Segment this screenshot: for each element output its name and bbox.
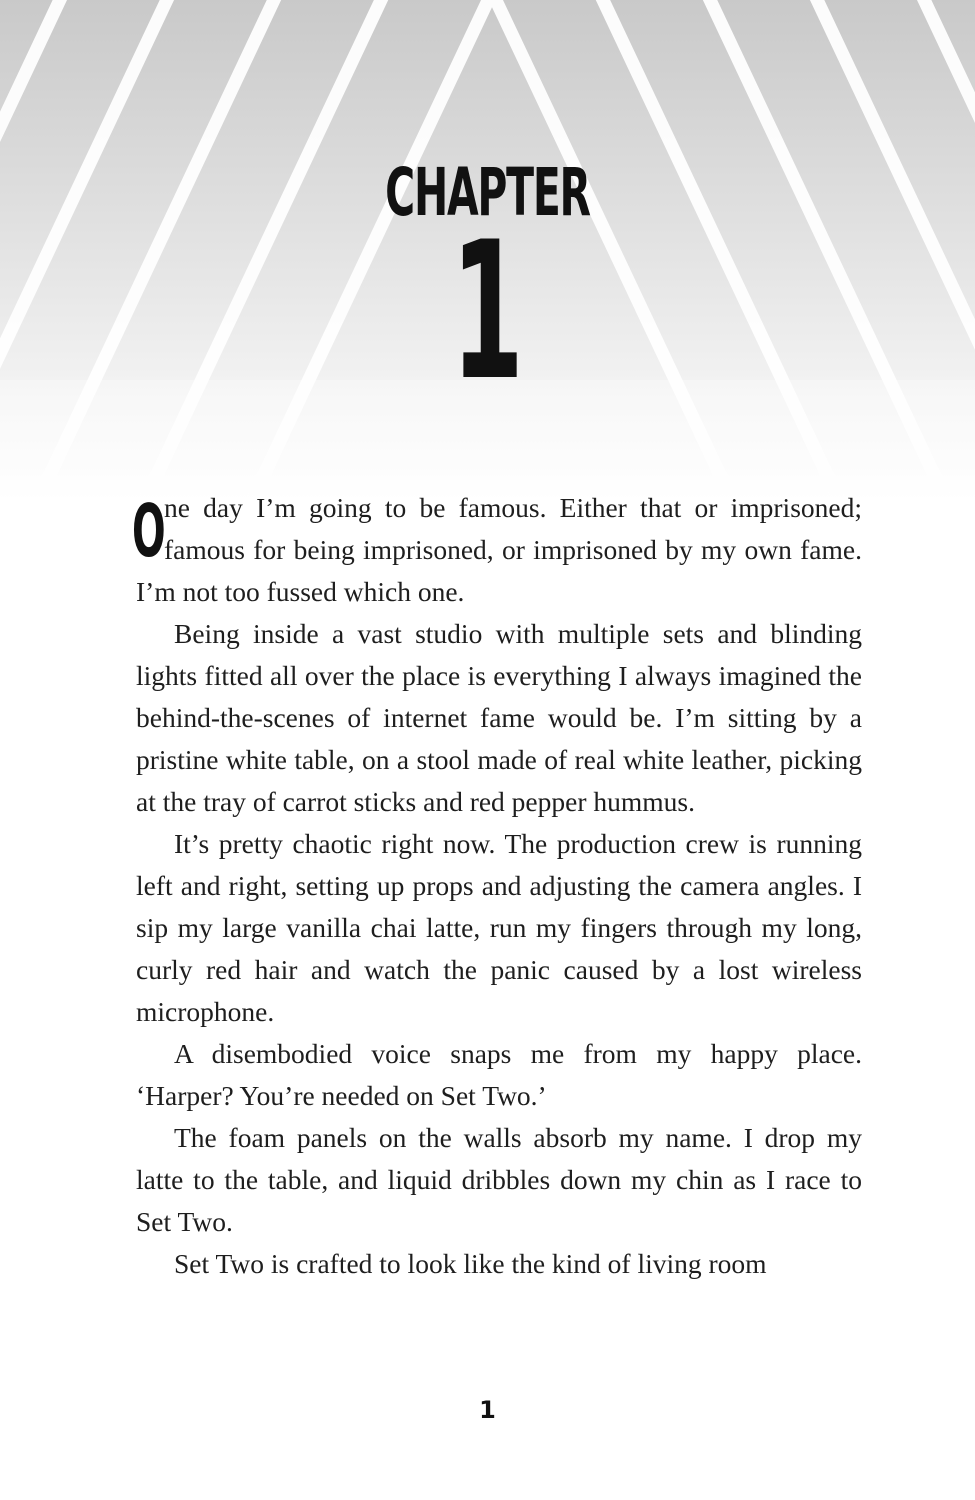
chapter-heading: CHAPTER	[385, 154, 590, 231]
paragraph-3: It’s pretty chaotic right now. The production crew is running left and right, setting up props and adjusting the camera angles. I sip my large vanilla chai latte, run my fingers through my long, curly red hair and watch the panic caused by a lost wireless microphone.	[136, 828, 862, 1027]
paragraph-4: A disembodied voice snaps me from my happy place. ‘Harper? You’re needed on Set Two.’	[136, 1038, 862, 1111]
body-text	[132, 487, 862, 1285]
drop-cap: O	[132, 489, 166, 573]
paragraph-2: Being inside a vast studio with multiple sets and blinding lights fitted all over the place is everything I always imagined the behind-the-scenes of internet fame would be. I’m sitting by a pristine white table, on a stool made of real white leather, picking at the tray of carrot sticks and red pepper hummus.	[136, 618, 862, 817]
paragraph-6: Set Two is crafted to look like the kind of living room	[174, 1248, 767, 1279]
page-number: 1	[479, 1396, 496, 1424]
chapter-number: 1	[451, 201, 524, 422]
paragraph-1-text: ne day I’m going to be famous. Either that or imprisoned; famous for being imprisoned, or imprisoned by my own fame. I’m not too fussed which one.	[136, 492, 862, 607]
paragraph-5: The foam panels on the walls absorb my name. I drop my latte to the table, and liquid dribbles down my chin as I race to Set Two.	[136, 1122, 862, 1237]
paragraph-1	[132, 487, 862, 613]
